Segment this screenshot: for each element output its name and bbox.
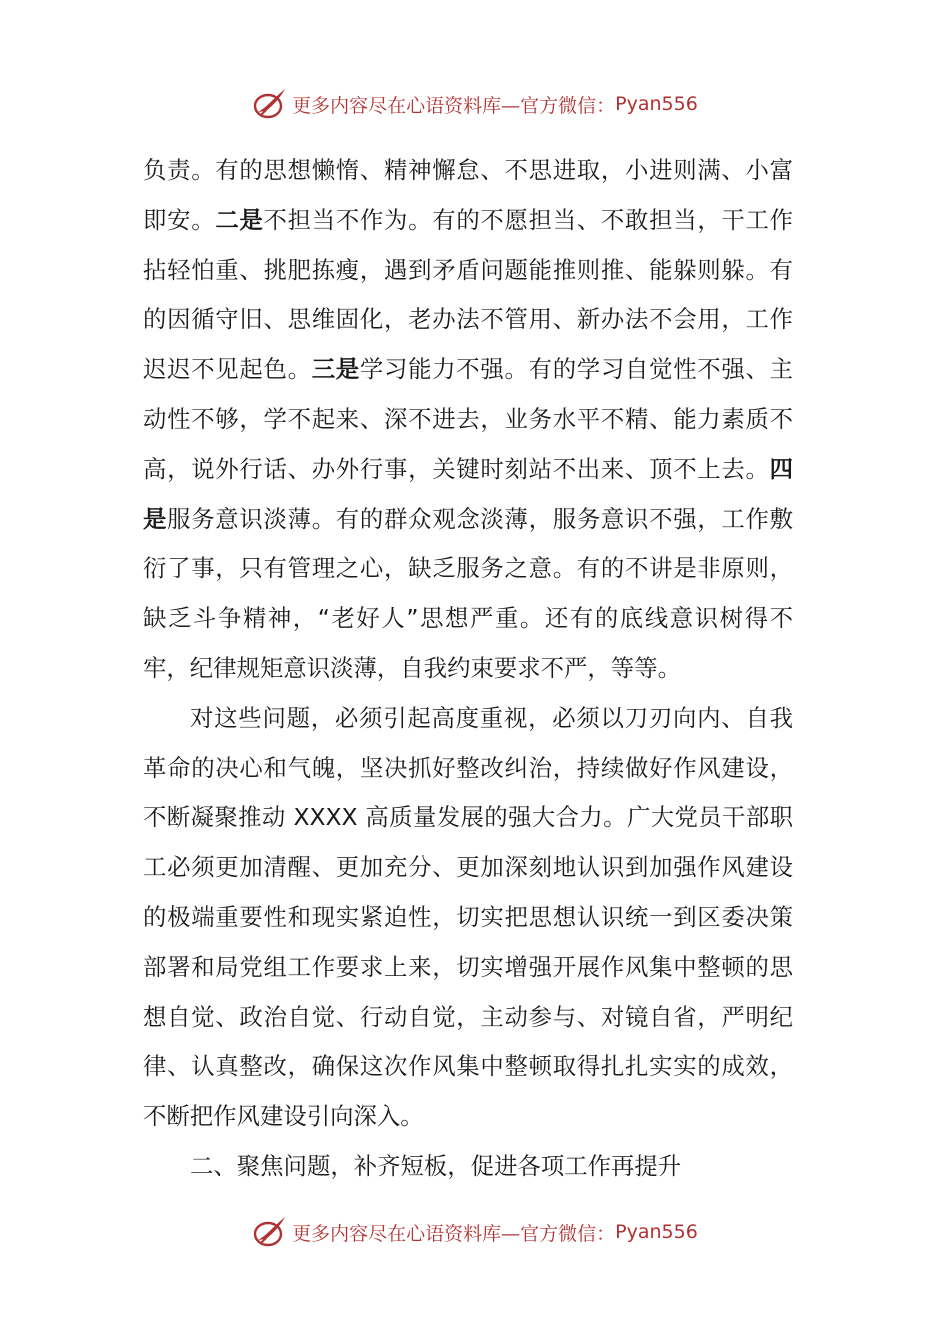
text-run: 想自觉、政治自觉、行动自觉，主动参与、对镜自省，严明纪 — [143, 1002, 793, 1031]
text-line — [143, 694, 793, 744]
text-run: 迟迟不见起色。 — [143, 355, 312, 384]
text-run: 牢，纪律规矩意识淡薄，自我约束要求不严，等等。 — [143, 653, 681, 682]
text-run: 的因循守旧、思维固化，老办法不管用、新办法不会用，工作 — [143, 305, 793, 334]
watermark-header — [0, 84, 950, 124]
text-line — [143, 196, 793, 246]
bold-marker: 三是 — [311, 355, 360, 384]
text-run: 高，说外行话、办外行事，关键时刻站不出来、顶不上去。 — [143, 454, 770, 483]
watermark-text: 更多内容尽在心语资料库—官方微信： — [292, 1222, 616, 1245]
text-line — [143, 1092, 793, 1142]
text-line — [143, 544, 793, 594]
text-line — [143, 395, 793, 445]
text-line — [143, 644, 793, 694]
text-run: 服务意识淡薄。有的群众观念淡薄，服务意识不强，工作敷 — [167, 504, 794, 533]
text-line — [143, 345, 793, 395]
text-run: 对这些问题，必须引起高度重视，必须以刀刃向内、自我 — [190, 703, 793, 732]
text-line — [143, 246, 793, 296]
text-run: 不担当不作为。有的不愿担当、不敢担当，干工作 — [263, 205, 794, 234]
text-line — [143, 1042, 793, 1092]
text-line — [143, 495, 793, 545]
text-line — [143, 445, 793, 495]
text-line — [143, 793, 793, 843]
text-run: 负责。有的思想懒惰、精神懈怠、不思进取，小进则满、小富 — [143, 156, 793, 184]
text-run: 学习能力不强。有的学习自觉性不强、主 — [359, 355, 794, 384]
document-body — [143, 146, 793, 1192]
text-run: 的极端重要性和现实紧迫性，切实把思想认识统一到区委决策 — [143, 902, 793, 931]
text-line — [143, 943, 793, 993]
text-run: 部署和局党组工作要求上来，切实增强开展作风集中整顿的思 — [143, 952, 793, 981]
text-run: 不断把作风建设引向深入。 — [143, 1102, 424, 1131]
watermark-wechat-id: Pyan556 — [615, 93, 698, 115]
text-line — [143, 146, 793, 196]
text-line — [143, 993, 793, 1043]
watermark-footer — [0, 1212, 950, 1252]
text-run: 不断凝聚推动 XXXX 高质量发展的强大合力。广大党员干部职 — [143, 803, 793, 832]
bold-marker: 是 — [143, 504, 168, 533]
text-run: 即安。 — [143, 205, 216, 234]
text-line — [143, 893, 793, 943]
text-line — [143, 594, 793, 644]
text-run: 缺乏斗争精神，“老好人”思想严重。还有的底线意识树得不 — [143, 604, 793, 633]
text-run: 革命的决心和气魄，坚决抓好整改纠治，持续做好作风建设， — [143, 753, 793, 782]
quill-logo-icon — [252, 86, 288, 122]
text-run: 动性不够，学不起来、深不进去，业务水平不精、能力素质不 — [143, 404, 793, 433]
watermark-wechat-id: Pyan556 — [615, 1221, 698, 1243]
text-line — [143, 1142, 793, 1192]
text-line — [143, 295, 793, 345]
bold-marker: 二是 — [215, 205, 264, 234]
text-line — [143, 843, 793, 893]
text-run: 二、聚焦问题，补齐短板，促进各项工作再提升 — [190, 1151, 682, 1180]
text-line — [143, 744, 793, 794]
watermark-text: 更多内容尽在心语资料库—官方微信： — [292, 94, 616, 117]
text-run: 律、认真整改，确保这次作风集中整顿取得扎扎实实的成效， — [143, 1052, 793, 1081]
bold-marker: 四 — [769, 454, 793, 483]
text-run: 工必须更加清醒、更加充分、更加深刻地认识到加强作风建设 — [143, 853, 793, 882]
text-run: 衍了事，只有管理之心，缺乏服务之意。有的不讲是非原则， — [143, 554, 793, 583]
text-run: 拈轻怕重、挑肥拣瘦，遇到矛盾问题能推则推、能躲则躲。有 — [143, 255, 793, 284]
quill-logo-icon — [252, 1214, 288, 1250]
